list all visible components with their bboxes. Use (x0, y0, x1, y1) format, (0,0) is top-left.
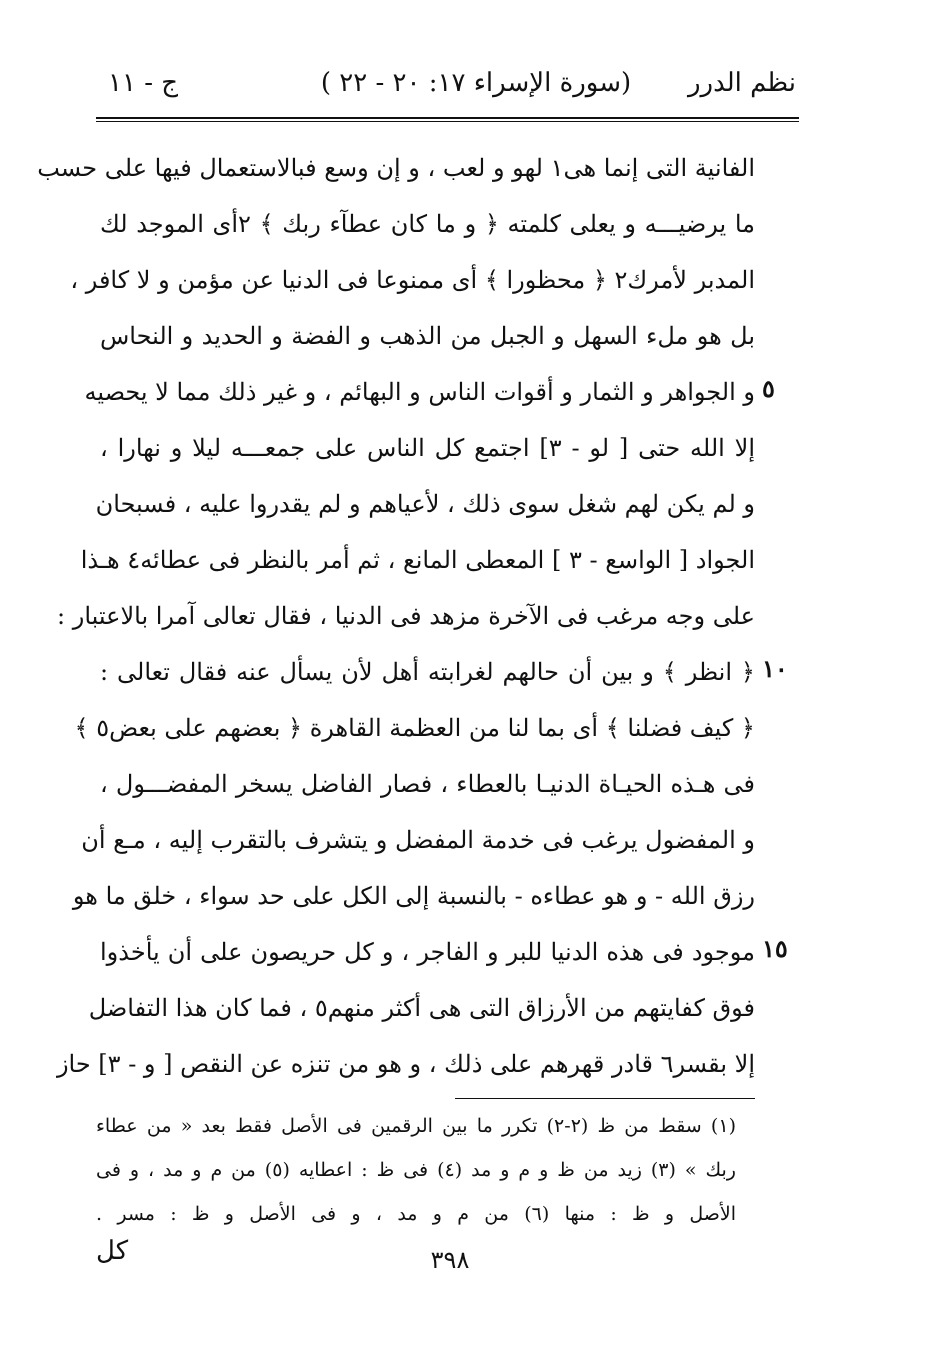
footnote-line: ربك » (٣) زيد من ظ و م و مد (٤) فى ظ : اعطايه (٥) من م و مد ، و فى (96, 1159, 736, 1181)
text-line: الجواد [ الواسع - ٣ ] المعطى المانع ، ثم أمر بالنظر فى عطائه٤ هـذا (80, 546, 755, 574)
text-line: على وجه مرغب فى الآخرة مزهد فى الدنيا ، فقال تعالى آمرا بالاعتبار : (57, 602, 755, 630)
footnote-line: الأصل و ظ : منها (٦) من م و مد ، و فى الأصل و ظ : مسر . (96, 1203, 736, 1225)
text-line: فى هـذه الحيـاة الدنيـا بالعطاء ، فصار الفاضل يسخر المفضـــول ، (100, 770, 755, 798)
book-title: نظم الدرر (687, 68, 796, 98)
surah-reference: (سورة الإسراء ١٧: ٢٠ - ٢٢ ) (320, 68, 632, 98)
text-line: المدبر لأمرك٢ ﴿ محظورا ﴾ أى ممنوعا فى الدنيا عن مؤمن و لا كافر ، (70, 266, 755, 294)
text-line: رزق الله - و هو عطاءه - بالنسبة إلى الكل على حد سواء ، خلق ما هو (72, 882, 755, 910)
text-line: الفانية التى إنما هى١ لهو و لعب ، و إن وسع فبالاستعمال فيها على حسب (37, 154, 755, 182)
text-line: ما يرضيـــه و يعلى كلمته ﴿ و ما كان عطآء ربك ﴾ ٢أى الموجد لك (100, 210, 756, 238)
text-line: إلا بقسر٦ قادر قهرهم على ذلك ، و هو من تنزه عن النقص [ و - ٣] حاز (56, 1050, 755, 1078)
text-line: إلا الله حتى [ لو - ٣] اجتمع كل الناس على جمعـــه ليلا و نهارا ، (100, 434, 756, 462)
volume-number: ج - ١١ (108, 68, 179, 98)
catchword: كل (96, 1236, 129, 1266)
text-line: موجود فى هذه الدنيا للبر و الفاجر ، و كل حريصون على أن يأخذوا (100, 938, 755, 966)
page-number: ٣٩٨ (430, 1246, 470, 1274)
text-line: فوق كفايتهم من الأرزاق التى هى أكثر منهم٥ ، فما كان هذا التفاضل (88, 994, 755, 1022)
text-line: بل هو ملء السهل و الجبل من الذهب و الفضة و الحديد و النحاس (100, 322, 755, 350)
page-header (96, 68, 796, 118)
line-number-10: ١٠ (762, 654, 788, 683)
text-line: و لم يكن لهم شغل سوى ذلك ، لأعياهم و لم يقدروا عليه ، فسبحان (95, 490, 755, 518)
text-line: و الجواهر و الثمار و أقوات الناس و البهائم ، و غير ذلك مما لا يحصيه (84, 378, 755, 406)
line-number-5: ٥ (762, 374, 775, 403)
line-number-15: ١٥ (762, 934, 788, 963)
text-line: ﴿ كيف فضلنا ﴾ أى بما لنا من العظمة القاهرة ﴿ بعضهم على بعض٥ ﴾ (74, 714, 755, 742)
header-rule (96, 117, 799, 119)
footnote-rule (455, 1098, 755, 1099)
footnote-line: (١) سقط من ظ (٢-٢) تكرر ما بين الرقمين فى الأصل فقط بعد « من عطاء (96, 1115, 736, 1137)
header-rule-thin (96, 121, 799, 122)
text-line: و المفضول يرغب فى خدمة المفضل و يتشرف بالتقرب إليه ، مـع أن (81, 826, 755, 854)
text-line: ﴿ انظر ﴾ و بين أن حالهم لغرابته أهل لأن يسأل عنه فقال تعالى : (100, 658, 755, 686)
